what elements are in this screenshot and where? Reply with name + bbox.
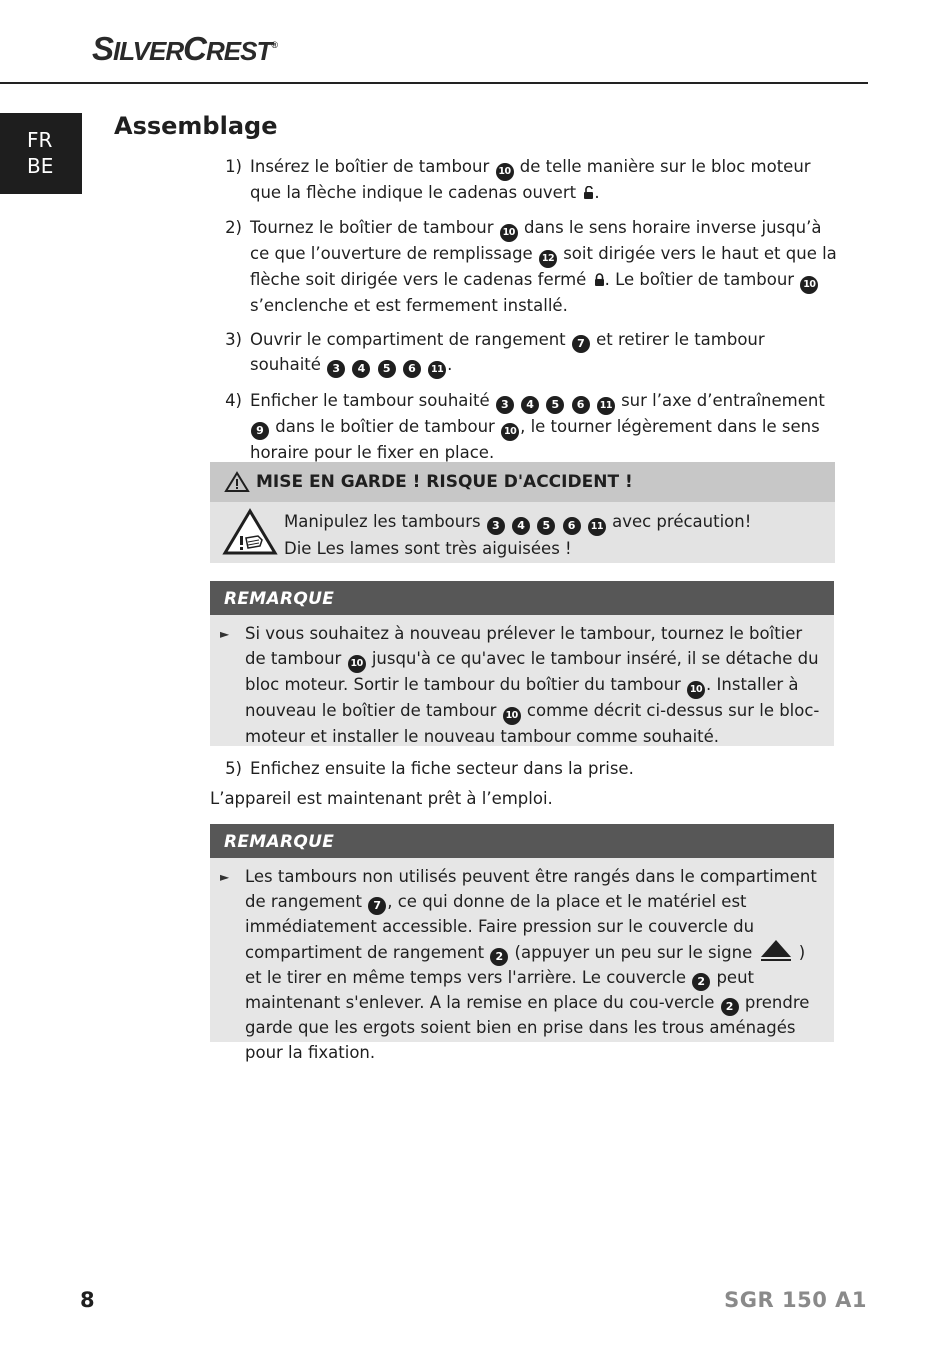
reference-number-badge: 6 xyxy=(572,396,590,414)
text-segment xyxy=(422,355,427,374)
note-heading: REMARQUE xyxy=(210,824,834,858)
text-segment xyxy=(397,355,402,374)
text-segment: et retirer le tambour souhaité xyxy=(250,330,765,374)
assembly-steps xyxy=(210,155,840,476)
warning-header xyxy=(210,462,835,502)
reference-number-badge: 10 xyxy=(687,681,705,699)
warning-box xyxy=(210,462,835,563)
reference-number-badge: 10 xyxy=(503,707,521,725)
reference-number-badge: 4 xyxy=(521,396,539,414)
language-tab xyxy=(0,113,82,194)
reference-number-badge: 6 xyxy=(403,360,421,378)
step-text xyxy=(250,389,840,466)
blade-hazard-icon xyxy=(222,508,278,556)
reference-number-badge: 12 xyxy=(539,250,557,268)
header-divider xyxy=(0,82,868,84)
step-text: Enfichez ensuite la fiche secteur dans la prise. xyxy=(250,759,634,778)
text-segment: Insérez le boîtier de tambour xyxy=(250,157,495,176)
text-segment: . xyxy=(594,183,600,202)
bullet-arrow-icon: ► xyxy=(220,627,230,641)
reference-number-badge: 11 xyxy=(588,518,606,536)
text-segment: de telle manière sur le bloc moteur que la flèche indique le cadenas ouvert xyxy=(250,157,811,202)
text-segment: soit dirigée vers le haut et que la flèche soit dirigée vers le cadenas fermé xyxy=(250,243,837,289)
text-segment: . Le boîtier de tambour xyxy=(604,269,800,289)
reference-number-badge: 10 xyxy=(800,276,818,294)
reference-number-badge: 7 xyxy=(368,897,386,915)
text-segment: Tournez le boîtier de tambour xyxy=(250,217,499,237)
reference-number-badge: 2 xyxy=(490,948,508,966)
reference-number-badge: 3 xyxy=(327,360,345,378)
text-segment: peut maintenant s'enlever. A la remise en place du cou-vercle xyxy=(245,968,755,1012)
reference-number-badge: 11 xyxy=(597,397,615,415)
note-heading: REMARQUE xyxy=(210,581,834,615)
reference-number-badge: 9 xyxy=(251,422,269,440)
warning-line-2: Die Les lames sont très aiguisées ! xyxy=(284,539,572,558)
reference-number-badge: 4 xyxy=(512,517,530,535)
warning-heading: MISE EN GARDE ! RISQUE D'ACCIDENT ! xyxy=(256,472,633,492)
reference-number-badge: 2 xyxy=(692,973,710,991)
step-item xyxy=(210,155,840,206)
reference-number-badge: 7 xyxy=(572,335,590,353)
note-box xyxy=(210,581,834,746)
reference-number-badge: 10 xyxy=(500,224,518,242)
text-segment xyxy=(346,355,351,374)
brand-logo: SILVERCREST® xyxy=(92,30,277,67)
text-segment: comme décrit ci-dessus sur le bloc-moteur et installer le nouveau tambour comme souhaité. xyxy=(245,700,820,746)
text-segment xyxy=(591,391,596,410)
text-segment xyxy=(582,512,587,531)
text-segment xyxy=(565,391,570,410)
step-item xyxy=(210,389,840,466)
reference-number-badge: 2 xyxy=(721,998,739,1016)
text-segment: jusqu'à ce qu'avec le tambour inséré, il se détache du bloc moteur. Sortir le tambour du boîtier du tambour xyxy=(245,648,819,694)
reference-number-badge: 10 xyxy=(496,163,514,181)
text-segment: Ouvrir le compartiment de rangement xyxy=(250,330,571,349)
text-segment: dans le sens horaire inverse jusqu’à ce que l’ouverture de remplissage xyxy=(250,217,822,263)
text-segment: , ce qui donne de la place et le matériel est immédiatement accessible. Faire pression sur le couvercle du compartiment de rangement xyxy=(245,891,755,962)
text-segment xyxy=(540,391,545,410)
text-segment xyxy=(556,512,561,531)
text-segment: ) et le tirer en même temps vers l'arrière. Le couvercle xyxy=(245,943,806,987)
section-title: Assemblage xyxy=(114,112,278,140)
step-item xyxy=(210,757,840,782)
warning-line-1 xyxy=(284,509,751,536)
text-segment: (appuyer un peu sur le signe xyxy=(509,943,758,962)
text-segment xyxy=(515,391,520,410)
step-number: 4) xyxy=(225,391,242,410)
reference-number-badge: 3 xyxy=(496,396,514,414)
bullet-arrow-icon: ► xyxy=(220,870,230,884)
step-text xyxy=(250,328,840,379)
lock-closed-icon xyxy=(594,273,605,287)
step-number: 2) xyxy=(225,217,242,237)
text-segment: s’enclenche et est fermement installé. xyxy=(250,295,568,315)
reference-number-badge: 4 xyxy=(352,360,370,378)
reference-number-badge: 11 xyxy=(428,361,446,379)
lang-code-fr: FR xyxy=(27,128,53,152)
model-name: SGR 150 A1 xyxy=(724,1288,867,1312)
reference-number-badge: 5 xyxy=(378,360,396,378)
note-box xyxy=(210,824,834,1062)
text-segment: Si vous souhaitez à nouveau prélever le tambour, tournez le boîtier de tambour xyxy=(245,624,803,668)
warning-body xyxy=(210,502,835,563)
text-segment: Les tambours non utilisés peuvent être rangés dans le compartiment de rangement xyxy=(245,867,817,911)
ready-text: L’appareil est maintenant prêt à l’emploi. xyxy=(210,789,553,808)
text-segment: prendre garde que les ergots soient bien en prise dans les trous aménagés pour la fixation. xyxy=(245,993,810,1062)
lock-open-icon xyxy=(583,186,594,200)
text-segment: Manipulez les tambours xyxy=(284,512,486,531)
note-text xyxy=(245,622,824,749)
text-segment: dans le boîtier de tambour xyxy=(270,417,501,436)
step-text xyxy=(250,155,840,206)
step-item xyxy=(210,216,840,319)
reference-number-badge: 6 xyxy=(563,517,581,535)
reference-number-badge: 3 xyxy=(487,517,505,535)
reference-number-badge: 10 xyxy=(348,655,366,673)
text-segment: . Installer à nouveau le boîtier de tambour xyxy=(245,674,799,720)
reference-number-badge: 5 xyxy=(546,396,564,414)
triangle-up-icon xyxy=(760,939,792,961)
reference-number-badge: 10 xyxy=(501,423,519,441)
text-segment xyxy=(371,355,376,374)
text-segment xyxy=(531,512,536,531)
lang-code-be: BE xyxy=(27,154,54,178)
step-number: 5) xyxy=(225,759,242,778)
text-segment: avec précaution! xyxy=(606,512,752,531)
text-segment xyxy=(506,512,511,531)
note-text xyxy=(245,865,824,1065)
text-segment: . xyxy=(447,355,453,374)
text-segment: , le tourner légèrement dans le sens horaire pour le fixer en place. xyxy=(250,417,820,462)
step-text xyxy=(250,216,840,319)
reference-number-badge: 5 xyxy=(537,517,555,535)
step-item xyxy=(210,328,840,379)
text-segment: sur l’axe d’entraînement xyxy=(615,391,825,410)
page-number: 8 xyxy=(80,1288,95,1312)
step-number: 3) xyxy=(225,330,242,349)
step-number: 1) xyxy=(225,157,242,176)
text-segment: Enficher le tambour souhaité xyxy=(250,391,495,410)
warning-triangle-icon xyxy=(224,471,250,493)
